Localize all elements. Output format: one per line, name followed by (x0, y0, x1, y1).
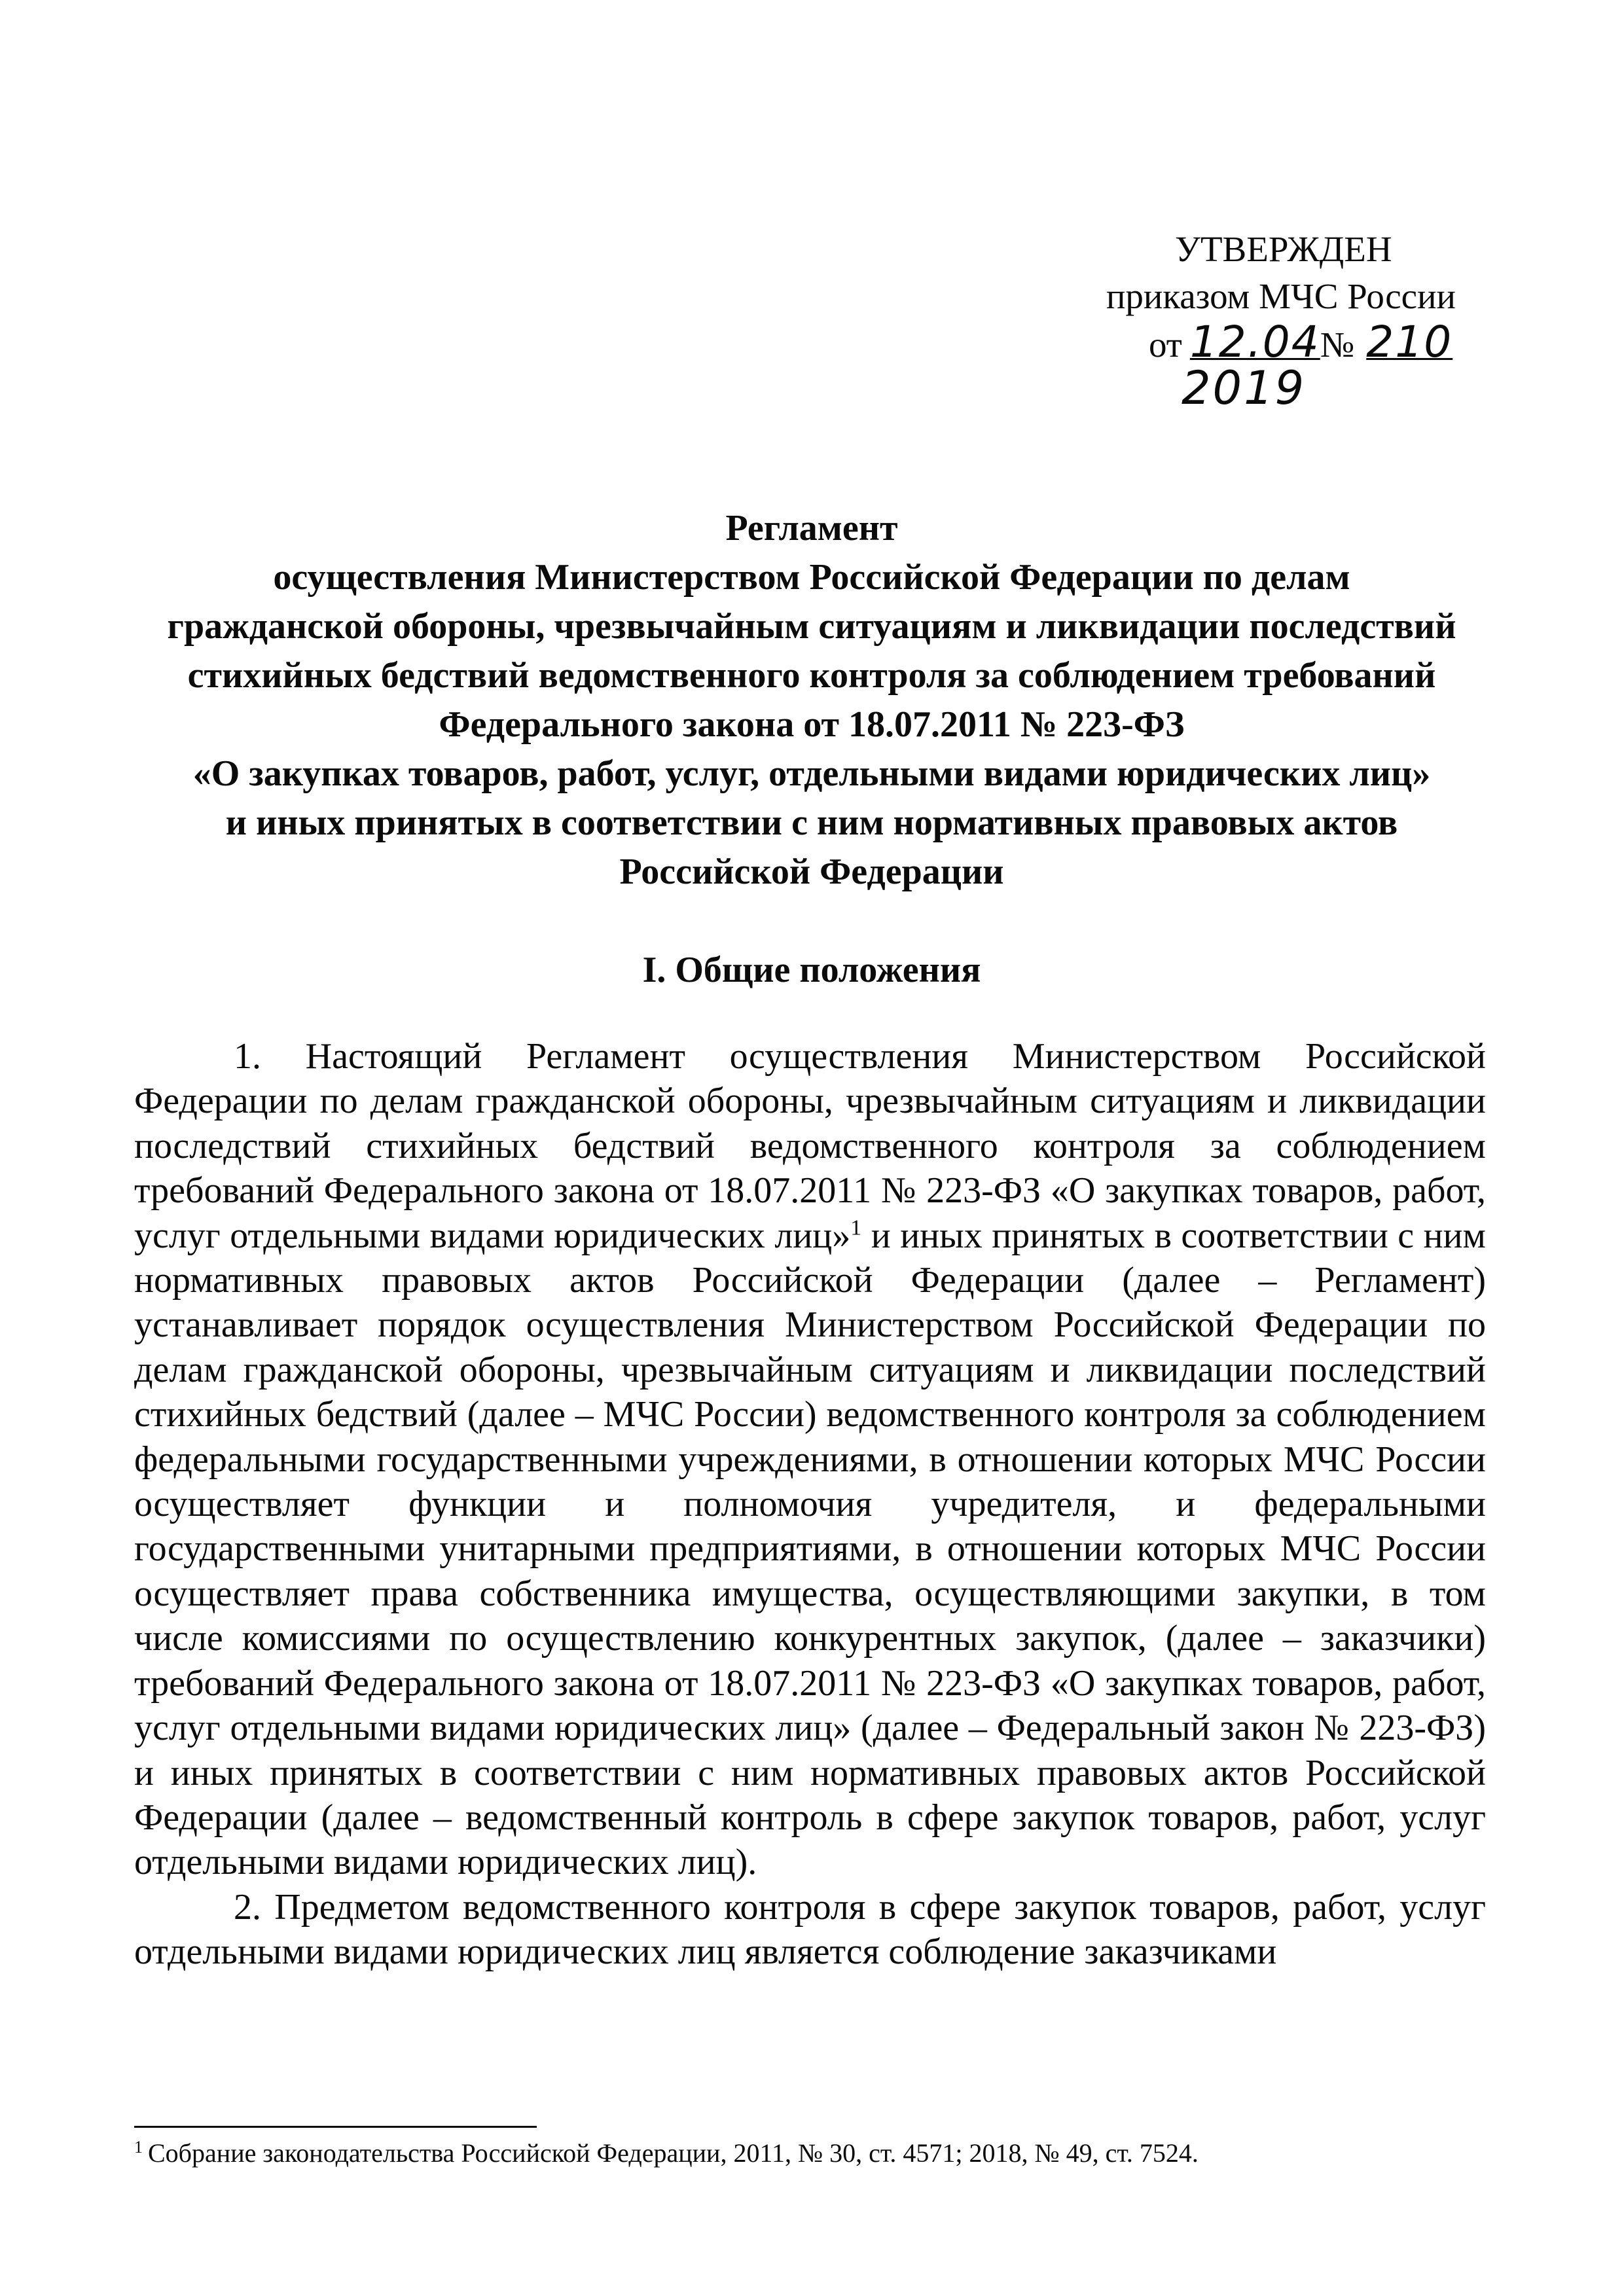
paragraph-1-text: 1. Настоящий Регламент осуществления Министерством Российской Федерации по делам гражданской обороны, чрезвычайным ситуациям и ликвидации последствий стихийных бедствий ведомственного контроля за соблюдением требований Федерального закона от 18.07.2011 № 223-ФЗ «О закупках товаров, работ, услуг отдельными видами юридических лиц» (134, 1036, 1486, 1256)
approval-heading: УТВЕРЖДЕН (1175, 229, 1392, 269)
handwritten-year: 2019 (1182, 361, 1307, 415)
title-line: гражданской обороны, чрезвычайным ситуациям и ликвидации последствий (167, 606, 1456, 647)
document-body (134, 1034, 1486, 1975)
title-line: «О закупках товаров, работ, услуг, отдельными видами юридических лиц» (192, 753, 1431, 794)
title-line: и иных принятых в соответствии с ним нормативных правовых актов (225, 802, 1398, 843)
title-line: Федерального закона от 18.07.2011 № 223-ФЗ (439, 704, 1185, 745)
paragraph-2: 2. Предметом ведомственного контроля в сфере закупок товаров, работ, услуг отдельными видами юридических лиц является соблюдение заказчиками (134, 1886, 1486, 1973)
footnote-reference: 1 (850, 1215, 862, 1240)
footnote-text: Собрание законодательства Российской Федерации, 2011, № 30, ст. 4571; 2018, № 49, ст. 7524. (148, 2138, 1199, 2168)
title-line: Регламент (725, 508, 898, 548)
document-title (131, 504, 1492, 897)
handwritten-number: 210 (1366, 317, 1453, 367)
section-heading: I. Общие положения (642, 950, 981, 990)
paragraph-1-continued: и иных принятых в соответствии с ним нормативных правовых актов Российской Федерации (далее – Регламент) устанавливает порядок осуществления Министерством Российской Федерации по делам гражданской обороны, чрезвычайным ситуациям и ликвидации последствий стихийных бедствий (далее – МЧС России) ведомственного контроля за соблюдением федеральными государственными учреждениями, в отношении которых МЧС России осуществляет функции и полномочия учредителя, и федеральными государственными унитарными предприятиями, в отношении которых МЧС России осуществляет права собственника имущества, осуществляющими закупки, в том числе комиссиями по осуществлению конкурентных закупок, (далее – заказчики) требований Федерального закона от 18.07.2011 № 223-ФЗ «О закупках товаров, работ, услуг отдельными видами юридических лиц» (далее – Федеральный закон № 223-ФЗ) и иных принятых в соответствии с ним нормативных правовых актов Российской Федерации (далее – ведомственный контроль в сфере закупок товаров, работ, услуг отдельными видами юридических лиц). (134, 1215, 1486, 1883)
handwritten-date: 12.04 (1189, 317, 1320, 367)
footnote (134, 2137, 1486, 2170)
paragraph-1 (134, 1034, 1486, 1885)
title-line: стихийных бедствий ведомственного контроля за соблюдением требований (187, 655, 1436, 696)
footnote-divider (134, 2126, 537, 2128)
title-line: осуществления Министерством Российской Федерации по делам (273, 557, 1350, 598)
approval-order-line: приказом МЧС России (1106, 276, 1456, 316)
number-sign: № (1320, 325, 1355, 365)
footnote-mark: 1 (134, 2137, 143, 2157)
date-prefix: от (1149, 325, 1182, 365)
title-line: Российской Федерации (619, 852, 1004, 892)
